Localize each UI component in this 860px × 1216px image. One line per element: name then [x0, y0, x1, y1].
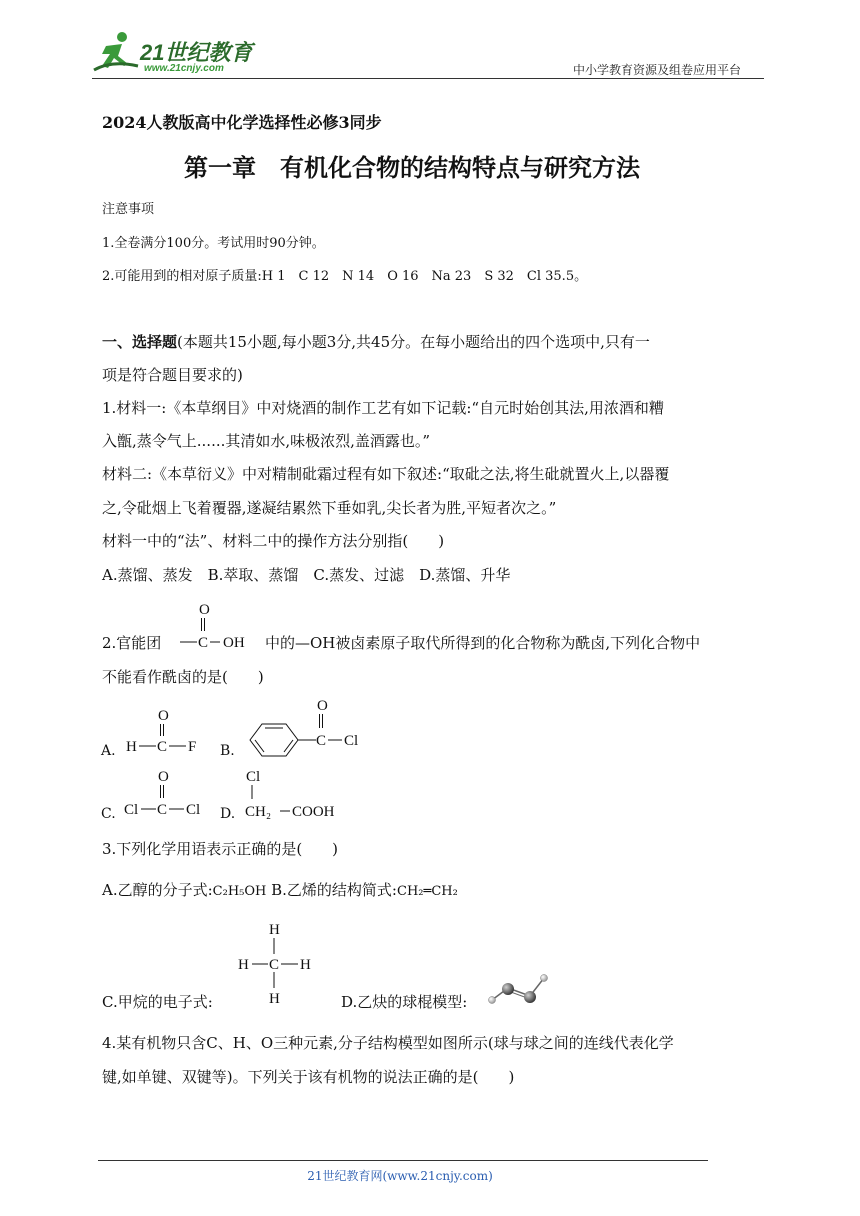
- header-divider: [92, 78, 764, 79]
- q1-line-5: 材料一中的“法”、材料二中的操作方法分别指( ): [102, 532, 445, 550]
- q3-stem: 3.下列化学用语表示正确的是( ): [102, 840, 339, 858]
- func-c: C: [198, 635, 209, 651]
- opt-a-o: O: [158, 708, 169, 724]
- q2-opt-a-label: A.: [101, 743, 116, 759]
- q3-options-ab: [102, 879, 458, 900]
- q2-opt-b-label: B.: [220, 743, 235, 759]
- q2-prefix: 2.官能团: [102, 634, 162, 652]
- runner-logo-icon: [92, 30, 140, 76]
- chapter-title: 第一章 有机化合物的结构特点与研究方法: [184, 153, 640, 182]
- notice-item-2: 2.可能用到的相对原子质量:H 1 C 12 N 14 O 16 Na 23 S 32 Cl 35.5。: [102, 269, 588, 284]
- opt-b-cl: Cl: [344, 733, 359, 749]
- methane-h-top: H: [269, 922, 280, 938]
- notice-item-1: 1.全卷满分100分。考试用时90分钟。: [102, 236, 325, 251]
- opt-d-cl: Cl: [246, 769, 261, 785]
- opt-c-o: O: [158, 769, 169, 785]
- q3-opt-c-label: C.甲烷的电子式:: [102, 993, 213, 1011]
- opt-a-c: C: [157, 739, 168, 755]
- opt-a-f: F: [188, 739, 197, 755]
- logo-main-text: 21世纪教育: [140, 40, 253, 65]
- logo-url-text: www.21cnjy.com: [144, 63, 224, 74]
- q3-opt-b-formula: CH₂═CH₂: [397, 884, 458, 899]
- footer-divider: [98, 1160, 708, 1161]
- section-heading: 一、选择题: [102, 333, 178, 351]
- opt-d-cooh: COOH: [292, 804, 335, 820]
- q1-line-1: 1.材料一:《本草纲目》中对烧酒的制作工艺有如下记载:“自元时始创其法,用浓酒和糟: [102, 399, 664, 417]
- carboxyl-group-diagram: [176, 600, 262, 654]
- q2-suffix: 中的—OH被卤素原子取代所得到的化合物称为酰卤,下列化合物中: [265, 634, 701, 652]
- q2-opt-c-structure: [124, 763, 220, 823]
- methane-c: C: [269, 957, 280, 973]
- methane-h-right: H: [300, 957, 311, 973]
- methane-h-left: H: [238, 957, 249, 973]
- methane-h-bottom: H: [269, 991, 280, 1007]
- section-desc-2: 项是符合题目要求的): [102, 366, 243, 384]
- notice-title: 注意事项: [102, 202, 155, 217]
- acetylene-ball-stick-model: [486, 970, 550, 1006]
- q4-line-2: 键,如单键、双键等)。下列关于该有机物的说法正确的是( ): [102, 1068, 515, 1086]
- q1-line-2: 入甑,蒸令气上......其清如水,味极浓烈,盖酒露也。”: [102, 432, 431, 450]
- q1-line-4: 之,令砒烟上飞着覆器,遂凝结累然下垂如乳,尖长者为胜,平短者次之。”: [102, 499, 557, 517]
- section-heading-line: [102, 331, 650, 352]
- q2-opt-b-structure: [240, 694, 370, 760]
- func-o: O: [199, 602, 210, 618]
- q3-opt-a-formula: C₂H₅OH: [212, 884, 267, 899]
- q3-opt-a-label: A.乙醇的分子式:: [102, 881, 213, 899]
- opt-b-o: O: [317, 698, 328, 714]
- q3-opt-d-label: D.乙炔的球棍模型:: [341, 993, 468, 1011]
- benzene-ring: [250, 724, 298, 756]
- q2-opt-d-structure: [244, 763, 364, 823]
- func-oh: OH: [223, 635, 245, 651]
- section-desc-1: (本题共15小题,每小题3分,共45分。在每小题给出的四个选项中,只有一: [177, 333, 650, 351]
- series-title: 2024人教版高中化学选择性必修3同步: [102, 113, 382, 132]
- opt-a-h: H: [126, 739, 137, 755]
- q2-opt-c-label: C.: [101, 806, 116, 822]
- opt-c-cl-right: Cl: [186, 802, 201, 818]
- platform-name: 中小学教育资源及组卷应用平台: [573, 63, 742, 77]
- footer-text: 21世纪教育网(www.21cnjy.com): [307, 1169, 493, 1183]
- q2-opt-d-label: D.: [220, 806, 236, 822]
- opt-d-ch2: CH₂: [245, 804, 272, 820]
- q3-opt-b-label: B.乙烯的结构简式:: [271, 881, 397, 899]
- opt-c-c: C: [157, 802, 168, 818]
- q1-options: A.蒸馏、蒸发 B.萃取、蒸馏 C.蒸发、过滤 D.蒸馏、升华: [102, 566, 511, 584]
- q2-opt-a-structure: [124, 700, 208, 760]
- opt-b-c: C: [316, 733, 327, 749]
- q1-line-3: 材料二:《本草衍义》中对精制砒霜过程有如下叙述:“取砒之法,将生砒就置火上,以器覆: [102, 465, 670, 483]
- opt-c-cl-left: Cl: [124, 802, 139, 818]
- methane-formula-diagram: [236, 914, 320, 1010]
- q4-line-1: 4.某有机物只含C、H、O三种元素,分子结构模型如图所示(球与球之间的连线代表化学: [102, 1034, 674, 1052]
- q2-line-2: 不能看作酰卤的是( ): [102, 668, 264, 686]
- header-logo: [92, 30, 262, 78]
